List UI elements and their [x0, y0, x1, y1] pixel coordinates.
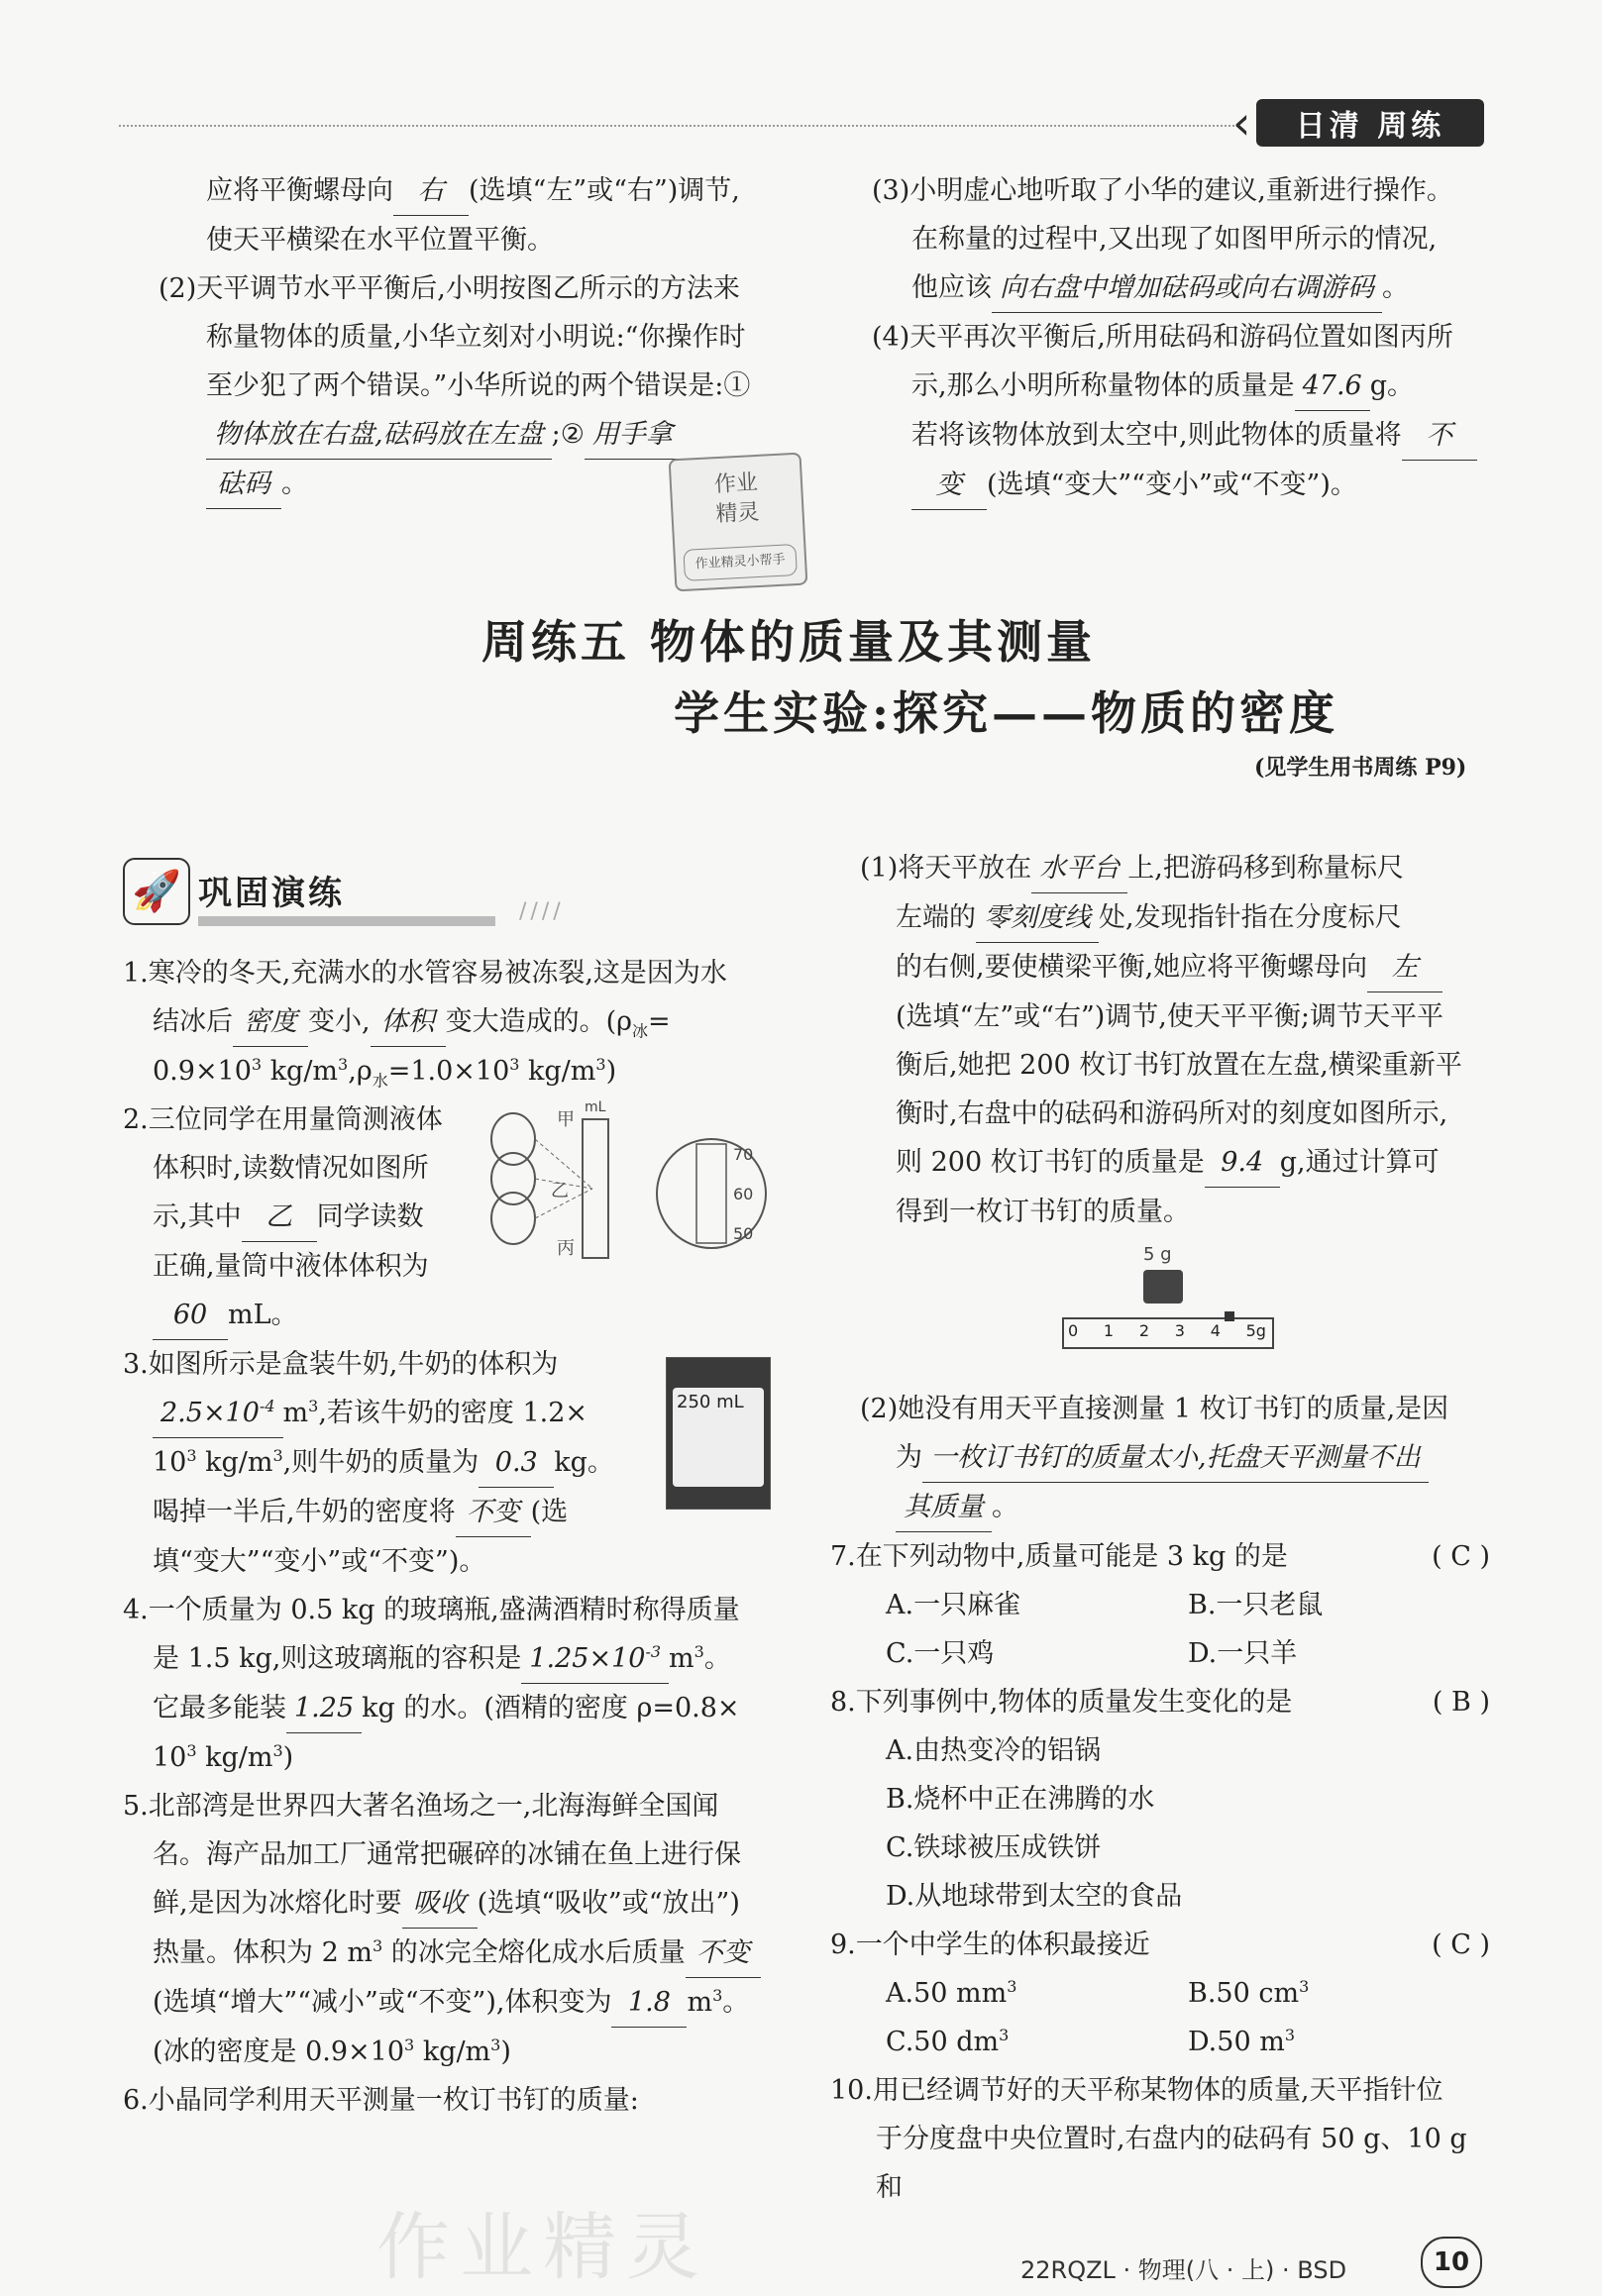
measuring-cylinder-figure	[474, 1099, 771, 1268]
scale-tick: 4	[1210, 1321, 1221, 1340]
tick-70: 70	[733, 1145, 754, 1164]
section-header	[123, 858, 638, 927]
header-dotted-line	[119, 125, 1238, 127]
answer-blank: 1.8	[611, 1978, 687, 2028]
label-yi: 乙	[551, 1181, 569, 1201]
footer-text: 22RQZL · 物理(八 · 上) · BSD	[1020, 2256, 1347, 2284]
answer-choice: ( C )	[1432, 1541, 1490, 1572]
question-4: 4.一个质量为 0.5 kg 的玻璃瓶,盛满酒精时称得质量 是 1.5 kg,则这玻璃瓶的容积是 $1.25\times 10^{-3}$ $m^3$。 它最多能装 1.25 kg 的水。(酒精的密度 ρ=0.8× $10^3$ $kg/m^3$)	[123, 1595, 740, 1773]
answer-blank: $2.5\times 10^{-4}$	[153, 1389, 283, 1438]
answer-blank: 不	[1402, 411, 1477, 461]
scale-ticks	[1068, 1321, 1266, 1340]
answer-blank: 密度	[233, 997, 308, 1047]
stripes-decoration: ////	[519, 899, 565, 924]
answer-blank: 体积	[371, 997, 446, 1047]
answer-blank: 用手拿	[585, 410, 681, 460]
reference-note: (见学生用书周练 P9)	[1254, 755, 1467, 781]
header-tag: 日清 周练	[1256, 99, 1484, 147]
answer-blank: 其质量	[896, 1483, 992, 1532]
question-6-part-2: (2)她没有用天平直接测量 1 枚订书钉的质量,是因 为 一枚订书钉的质量太小,托盘天平测量不出 其质量 。	[830, 1385, 1490, 1532]
question-1: 1.寒冷的冬天,充满水的水管容易被冻裂,这是因为水 结冰后 密度 变小, 体积 变大造成的。($\rho_冰=$ $0.9\times 10^3$ $kg/m^3,\rho_水=1.0\times 10^3$ $kg/m^3$)	[123, 958, 727, 1091]
answer-blank: 60	[153, 1291, 228, 1340]
rocket-icon: 🚀	[123, 858, 190, 925]
question-7: 7.在下列动物中,质量可能是 3 kg 的是 ( C ) A.一只麻雀 B.一只老鼠 C.一只鸡 D.一只羊	[830, 1532, 1490, 1678]
page-title: 周练五 物体的质量及其测量	[481, 615, 1097, 669]
scale-tick: 5g	[1245, 1321, 1266, 1340]
answer-blank: 向右盘中增加砝码或向右调游码	[992, 263, 1382, 313]
bottom-right-column	[830, 844, 1490, 2212]
answer-blank: 不变	[456, 1488, 531, 1537]
question-6-stem: 6.小晶同学利用天平测量一枚订书钉的质量:	[123, 2085, 639, 2116]
scale-tick: 0	[1068, 1321, 1079, 1340]
page-number: 10	[1421, 2237, 1482, 2288]
scale-rider-figure	[1062, 1244, 1280, 1353]
watermark: 作业精灵	[376, 2205, 709, 2290]
scale-tick: 2	[1138, 1321, 1150, 1340]
logo-stamp: 作业 精灵 作业精灵小帮手	[669, 453, 808, 592]
cylinder-svg	[474, 1099, 771, 1268]
answer-choice: ( C )	[1432, 1930, 1490, 1960]
question-3: 3.如图所示是盒装牛奶,牛奶的体积为 $2.5\times 10^{-4}$ $m^3$,若该牛奶的密度 1.2× $10^3$ $kg/m^3$,则牛奶的质量为 0.3 kg。 喝掉一半后,牛奶的密度将 不变 (选 填“变大”“变小”或“不变”)。	[123, 1349, 614, 1577]
answer-blank: 砝码	[206, 460, 281, 509]
question-5: 5.北部湾是世界四大著名渔场之一,北海海鲜全国闻 名。海产品加工厂通常把碾碎的冰铺在鱼上进行保 鲜,是因为冰熔化时要 吸收 (选填“吸收”或“放出”) 热量。体积为 2 $m^3$ 的冰完全熔化成水后质量 不变 (选填“增大”“减小”或“不变”),体积变为 1.8 $m^3$。 (冰的密度是 $0.9\times 10^3$ $kg/m^3$)	[123, 1782, 793, 2076]
top-left-column: 应将平衡螺母向 右 (选填“左”或“右”)调节, 使天平横梁在水平位置平衡。 (2)天平调节水平平衡后,小明按图乙所示的方法来 称量物体的质量,小华立刻对小明说:“你操作时 至少犯了两个错误。”小华所说的两个错误是:① 物体放在右盘,砝码放在左盘 ;② 用手拿 砝码 。	[159, 166, 773, 509]
label-ml: mL	[585, 1099, 606, 1115]
answer-blank: 吸收	[402, 1879, 478, 1929]
chevron-left-icon: ‹	[1232, 96, 1251, 150]
weight-icon	[1143, 1270, 1183, 1304]
answer-blank: 物体放在右盘,砝码放在左盘	[206, 410, 552, 460]
question-6-part-1: (1)将天平放在 水平台 上,把游码移到称量标尺 左端的 零刻度线 处,发现指针指在分度标尺 的右侧,要使横梁平衡,她应将平衡螺母向 左 (选填“左”或“右”)调节,使天平平衡;调节天平平 衡后,她把 200 枚订书钉放置在左盘,横梁重新平 衡时,右盘中的砝码和游码所对的刻度如图所示, 则 200 枚订书钉的质量是 9.4 g,通过计算可 得到一枚订书钉的质量。	[830, 844, 1490, 1236]
answer-blank: 左	[1367, 943, 1442, 992]
weight-label: 5 g	[1143, 1244, 1172, 1265]
page-subtitle: 学生实验:探究——物质的密度	[674, 686, 1338, 740]
milk-volume-label: 250 mL	[677, 1392, 744, 1412]
rider-marker	[1225, 1311, 1234, 1321]
answer-blank: 变	[911, 461, 987, 510]
label-jia: 甲	[557, 1109, 575, 1130]
label-bing: 丙	[557, 1238, 575, 1259]
section-title: 巩固演练	[198, 866, 495, 926]
answer-blank: 一枚订书钉的质量太小,托盘天平测量不出	[922, 1433, 1429, 1483]
scale-tick: 3	[1174, 1321, 1185, 1340]
answer-blank: 0.3	[479, 1438, 554, 1488]
answer-blank: 不变	[686, 1929, 761, 1978]
answer-blank: 47.6	[1295, 362, 1370, 411]
answer-blank: $1.25\times 10^{-3}$	[521, 1634, 669, 1684]
question-2: 2.三位同学在用量筒测液体 体积时,读数情况如图所 示,其中 乙 同学读数 正确,量筒中液体体积为 60 mL。	[123, 1096, 793, 1340]
answer-blank: 乙	[242, 1193, 317, 1242]
answer-blank: 右	[393, 166, 469, 216]
top-right-column: (3)小明虚心地听取了小华的建议,重新进行操作。 在称量的过程中,又出现了如图甲所示的情况, 他应该 向右盘中增加砝码或向右调游码 。 (4)天平再次平衡后,所用砝码和游码位置如图丙所 示,那么小明所称量物体的质量是 47.6 g。 若将该物体放到太空中,则此物体的质量将 不 变 (选填“变大”“变小”或“不变”)。	[872, 166, 1506, 510]
scale-tick: 1	[1103, 1321, 1115, 1340]
question-9: 9.一个中学生的体积最接近 ( C ) A.50 $mm^3$ B.50 $cm^3$ C.50 $dm^3$ D.50 $m^3$	[830, 1921, 1490, 2066]
tick-50: 50	[733, 1224, 754, 1243]
answer-blank: 零刻度线	[976, 893, 1099, 943]
milk-box-figure	[666, 1357, 771, 1510]
answer-blank: 9.4	[1205, 1138, 1280, 1188]
answer-blank: 1.25	[286, 1684, 362, 1733]
answer-blank: 水平台	[1031, 844, 1127, 893]
question-8: 8.下列事例中,物体的质量发生变化的是 ( B ) A.由热变冷的铝锅 B.烧杯中正在沸腾的水 C.铁球被压成铁饼 D.从地球带到太空的食品	[830, 1678, 1490, 1921]
question-10: 10.用已经调节好的天平称某物体的质量,天平指针位 于分度盘中央位置时,右盘内的砝码有 50 g、10 g 和	[830, 2075, 1467, 2203]
answer-choice: ( B )	[1432, 1687, 1490, 1718]
tick-60: 60	[733, 1185, 754, 1203]
